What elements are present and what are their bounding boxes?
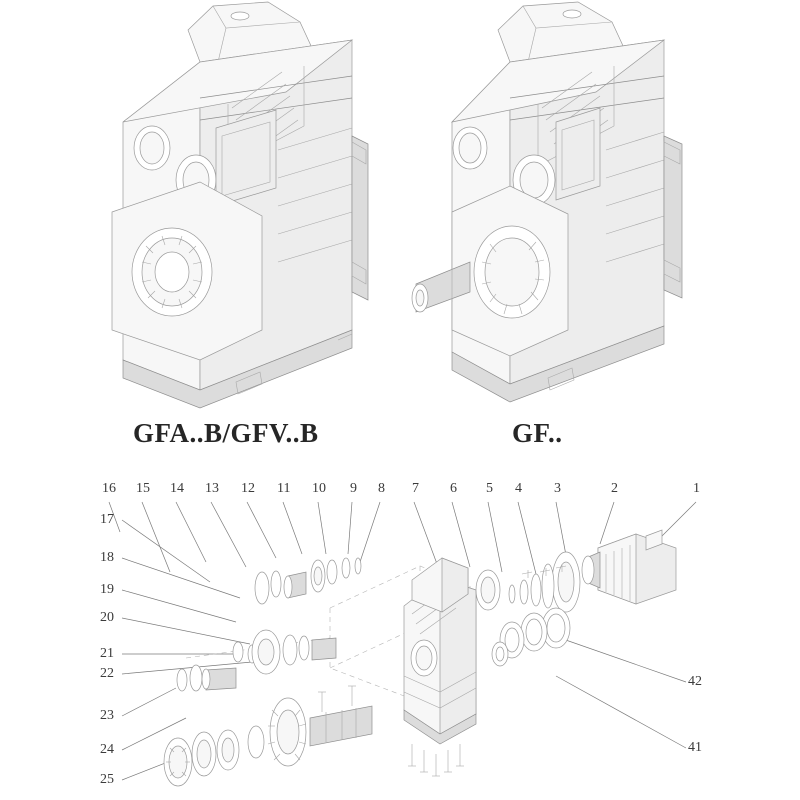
- ring-12: [327, 560, 337, 584]
- ring-11: [342, 558, 350, 578]
- callout-41: 41: [688, 740, 702, 755]
- part-flange-rings: [492, 552, 580, 666]
- ring-18: [299, 636, 309, 660]
- callout-20: 20: [100, 610, 114, 625]
- pin-group: [318, 686, 356, 712]
- callout-9: 9: [350, 481, 357, 496]
- ring-10: [355, 558, 361, 574]
- caption-left: GFA..B/GFV..B: [133, 418, 319, 448]
- part-shaft-assembly-upper: [255, 558, 361, 604]
- part-shaft-assembly-middle: [177, 630, 336, 691]
- callout-14: 14: [170, 481, 184, 496]
- callout-2: 2: [611, 481, 618, 496]
- caption-right: GF..: [512, 418, 563, 448]
- bolt-group-bottom: [408, 744, 464, 776]
- callout-21: 21: [100, 646, 114, 661]
- callout-4: 4: [515, 481, 522, 496]
- shaft-17: [312, 638, 336, 660]
- callout-13: 13: [205, 481, 219, 496]
- callout-1: 1: [693, 481, 700, 496]
- callout-23: 23: [100, 708, 114, 723]
- part-motor-adapter: [582, 530, 676, 604]
- callout-12: 12: [241, 481, 255, 496]
- callout-5: 5: [486, 481, 493, 496]
- callout-22: 22: [100, 666, 114, 681]
- callout-42: 42: [688, 674, 702, 689]
- ring-16: [255, 572, 269, 604]
- gearbox-3d-view-gfa-gfv: [112, 2, 368, 408]
- gear-small-1: [283, 635, 297, 665]
- gearbox-exploded-assembly: [0, 462, 800, 800]
- nut-21: [233, 642, 243, 662]
- callout-11: 11: [277, 481, 291, 496]
- callout-6: 6: [450, 481, 457, 496]
- seal-ring-2: [531, 574, 541, 606]
- callout-24: 24: [100, 742, 114, 757]
- spacer-lower: [248, 726, 264, 758]
- callout-15: 15: [136, 481, 150, 496]
- callout-18: 18: [100, 550, 114, 565]
- callout-8: 8: [378, 481, 385, 496]
- ring-23b: [177, 669, 187, 691]
- leader-lines-right: [556, 638, 686, 748]
- washer-2: [509, 585, 515, 603]
- callout-3: 3: [554, 481, 561, 496]
- callout-25: 25: [100, 772, 114, 787]
- washer-1: [520, 580, 528, 604]
- ring-15: [271, 571, 281, 597]
- exploded-view-container: [0, 462, 800, 800]
- gearbox-3d-view-gf: [412, 2, 682, 402]
- callout-10: 10: [312, 481, 326, 496]
- callout-19: 19: [100, 582, 114, 597]
- part-shaft-assembly-lower: [164, 686, 372, 786]
- output-shaft-exploded: [310, 706, 372, 746]
- callout-17: 17: [100, 512, 114, 527]
- callout-7: 7: [412, 481, 419, 496]
- pinion-shaft: [206, 668, 236, 690]
- ring-23: [190, 665, 202, 691]
- callout-16: 16: [102, 481, 116, 496]
